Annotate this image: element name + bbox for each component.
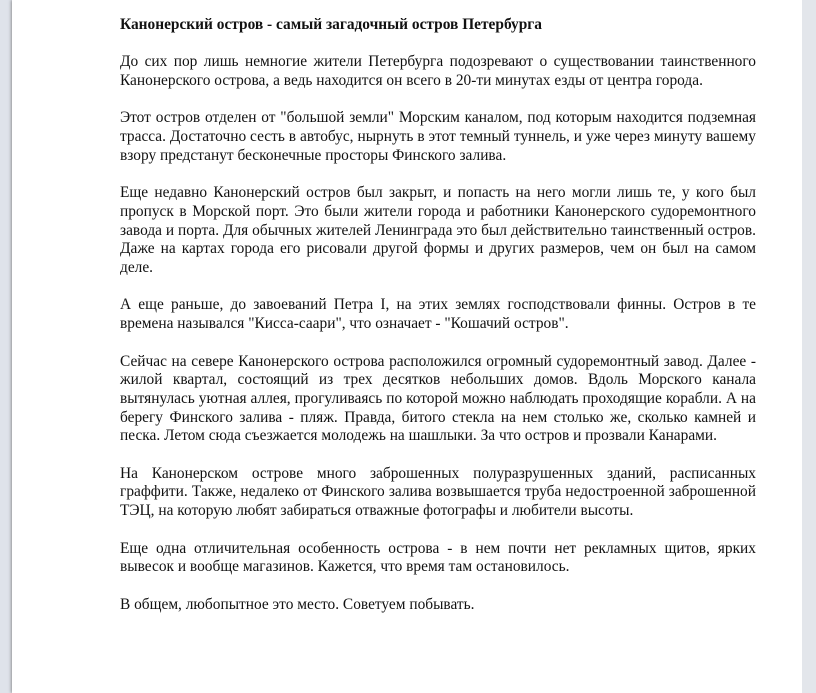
paragraph-1[interactable]: До сих пор лишь немногие жители Петербурга подозревают о существовании таинственного Канонерского острова, а ведь находится он всего в 20-ти минутах езды от центра города. (120, 53, 756, 90)
scrollbar-track[interactable] (802, 0, 816, 693)
paragraph-7[interactable]: Еще одна отличительная особенность острова - в нем почти нет рекламных щитов, ярких вывесок и вообще магазинов. Кажется, что время там остановилось. (120, 539, 756, 576)
paragraph-6[interactable]: На Канонерском острове много заброшенных полуразрушенных зданий, расписанных граффити. Также, недалеко от Финского залива возвышается труба недостроенной заброшенной ТЭЦ, на которую любят забираться отважные фотографы и любители высоты. (120, 464, 756, 520)
document-page[interactable] (12, 0, 802, 693)
paragraph-5[interactable]: Сейчас на севере Канонерского острова расположился огромный судоремонтный завод. Далее - жилой квартал, состоящий из трех десятков небольших домов. Вдоль Морского канала вытянулась уютная аллея, прогуливаясь по которой можно наблюдать проходящие корабли. А на берегу Финского залива - пляж. Правда, битого стекла на нем столько же, сколько камней и песка. Летом сюда съезжается молодежь на шашлыки. За что остров и прозвали Канарами. (120, 352, 756, 445)
document-title[interactable]: Канонерский остров - самый загадочный остров Петербурга (120, 16, 542, 33)
document-body[interactable] (120, 16, 756, 614)
paragraph-4[interactable]: А еще раньше, до завоеваний Петра I, на этих землях господствовали финны. Остров в те времена назывался "Кисса-саари", что означает - "Кошачий остров". (120, 296, 756, 333)
paragraph-2[interactable]: Этот остров отделен от "большой земли" Морским каналом, под которым находится подземная трасса. Достаточно сесть в автобус, нырнуть в этот темный туннель, и уже через минуту вашему взору предстанут бесконечные просторы Финского залива. (120, 109, 756, 164)
paragraph-3[interactable]: Еще недавно Канонерский остров был закрыт, и попасть на него могли лишь те, у кого был пропуск в Морской порт. Это были жители города и работники Канонерского судоремонтного завода и порта. Для обычных жителей Ленинграда это был действительно таинственный остров. Даже на картах города его рисовали другой формы и других размеров, чем он был на самом деле. (120, 184, 756, 277)
paragraph-8[interactable]: В общем, любопытное это место. Советуем побывать. (120, 595, 475, 613)
